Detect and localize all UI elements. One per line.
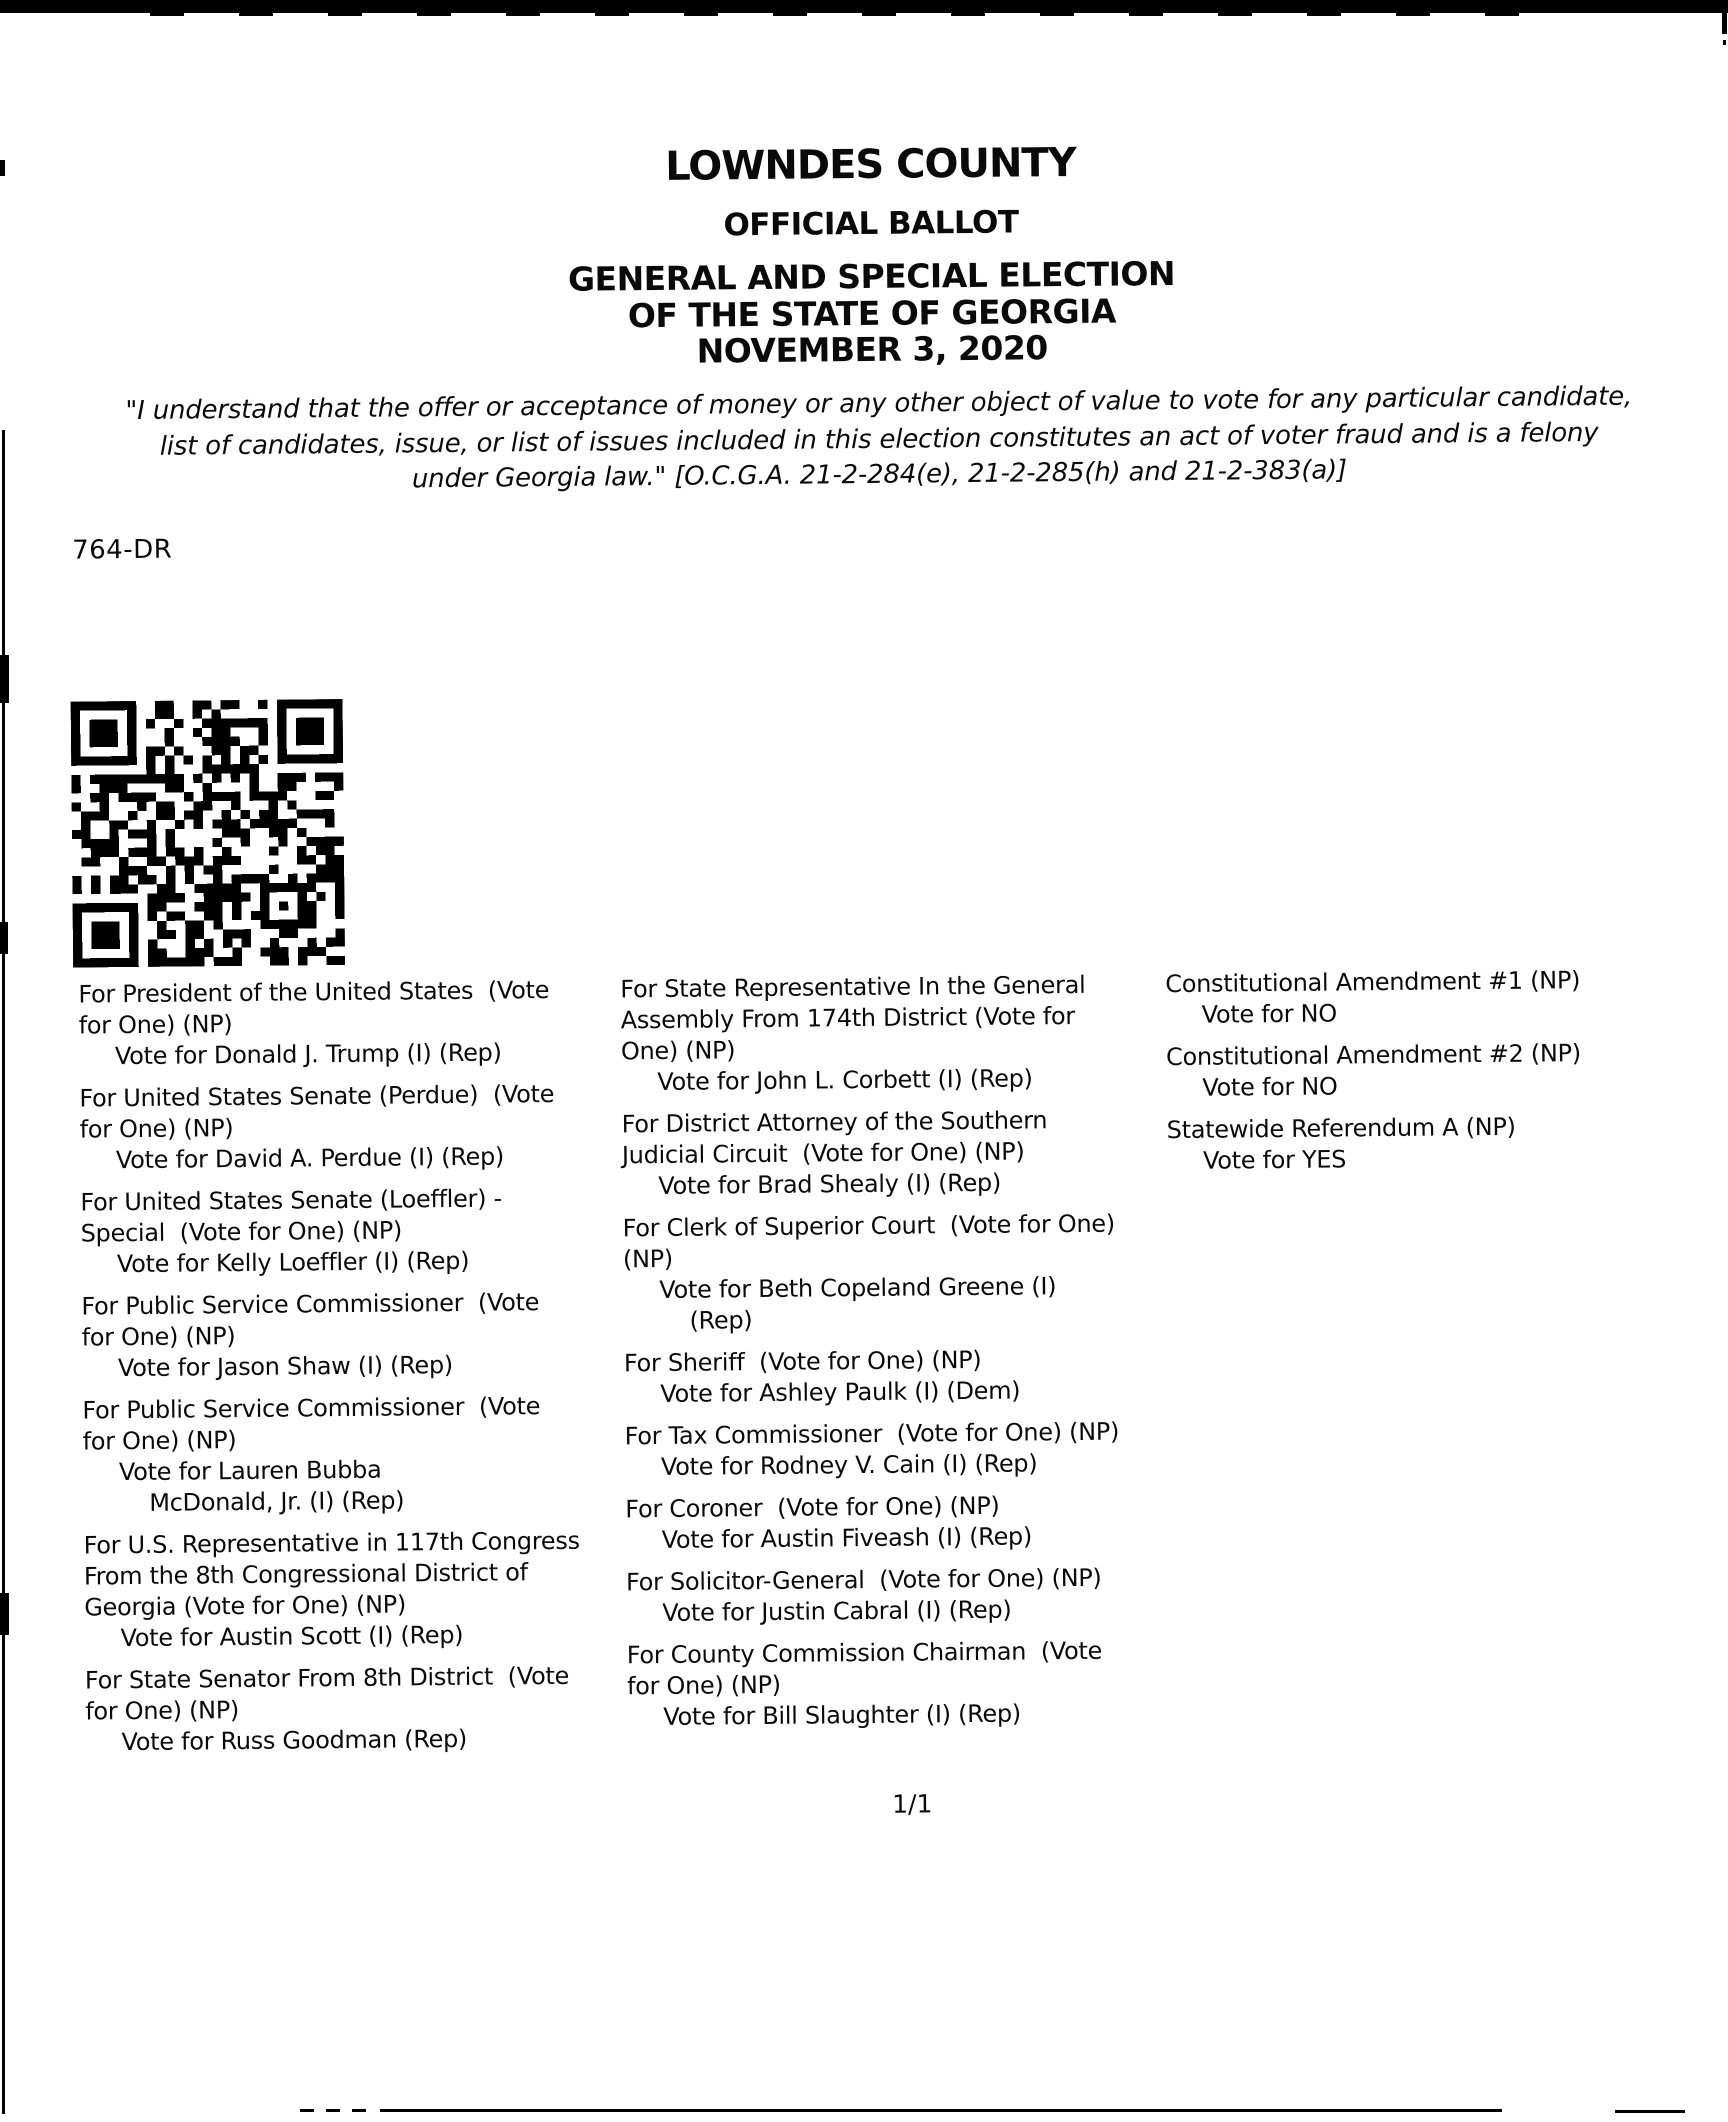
contest-selection: Vote for Austin Fiveash (I) (Rep)	[661, 1522, 1033, 1554]
page-title: LOWNDES COUNTY	[664, 139, 1076, 190]
contest-selection: Vote for Russ Goodman (Rep)	[121, 1724, 468, 1757]
contest-selection: Vote for Lauren Bubba McDonald, Jr. (I) (Rep)	[118, 1455, 405, 1517]
contest-office: For United States Senate (Perdue) (Vote for One) (NP)	[79, 1079, 555, 1144]
contest-selection: Vote for John L. Corbett (I) (Rep)	[657, 1064, 1033, 1096]
contest	[625, 1489, 1171, 1556]
contest-selection: Vote for Beth Copeland Greene (I) (Rep)	[659, 1272, 1057, 1335]
contest-office: Constitutional Amendment #2 (NP)	[1165, 1039, 1581, 1072]
contest-office: For Coroner (Vote for One) (NP)	[625, 1491, 1000, 1524]
contest-selection: Vote for Jason Shaw (I) (Rep)	[117, 1350, 454, 1383]
contest	[82, 1390, 628, 1519]
ballot-header	[6, 134, 1728, 377]
scan-artifact-bottom-line-right	[1615, 2110, 1685, 2113]
contest	[625, 1416, 1171, 1483]
contest	[79, 1078, 625, 1176]
contest-office: For County Commission Chairman (Vote for One) (NP)	[626, 1636, 1103, 1701]
contest	[627, 1635, 1173, 1733]
contest-selection: Vote for Ashley Paulk (I) (Dem)	[660, 1376, 1021, 1408]
contest	[1167, 1110, 1713, 1177]
contest	[623, 1208, 1169, 1337]
contest-office: For U.S. Representative in 117th Congress From the 8th Congressional District of Georgia (Vote for One) (NP)	[83, 1526, 580, 1622]
contest-selection: Vote for Brad Shealy (I) (Rep)	[658, 1168, 1002, 1200]
scan-artifact-top-right-mark	[1722, 0, 1727, 34]
contest-selection: Vote for Rodney V. Cain (I) (Rep)	[660, 1449, 1038, 1481]
contest-office: For Tax Commissioner (Vote for One) (NP)	[624, 1417, 1120, 1451]
ballot-column-2	[620, 969, 1172, 1744]
contest-selection: Vote for David A. Perdue (I) (Rep)	[115, 1142, 505, 1175]
contest-selection: Vote for Bill Slaughter (I) (Rep)	[663, 1699, 1022, 1731]
contest-selection: Vote for NO	[1201, 999, 1337, 1029]
contest	[620, 969, 1166, 1098]
contest	[1165, 964, 1711, 1031]
contest	[81, 1286, 627, 1384]
contest	[85, 1660, 631, 1758]
contest	[84, 1525, 630, 1654]
qr-code	[71, 699, 346, 968]
election-title: GENERAL AND SPECIAL ELECTION OF THE STATE OF GEORGIA NOVEMBER 3, 2020	[567, 253, 1176, 371]
page-number: 1/1	[892, 1789, 933, 1819]
ballot-column-3	[1165, 964, 1712, 1188]
contest-office: For Clerk of Superior Court (Vote for One) (NP)	[622, 1209, 1115, 1274]
contest	[624, 1343, 1170, 1410]
contest-selection: Vote for NO	[1202, 1072, 1338, 1102]
contest	[78, 974, 624, 1072]
contest-selection: Vote for Kelly Loeffler (I) (Rep)	[116, 1246, 470, 1279]
contest-office: For Public Service Commissioner (Vote for One) (NP)	[82, 1392, 541, 1456]
contest-office: Statewide Referendum A (NP)	[1166, 1112, 1516, 1145]
contest	[80, 1182, 626, 1280]
contest-selection: Vote for YES	[1202, 1145, 1347, 1175]
contest-office: For State Representative In the General Assembly From 174th District (Vote for One) (NP)	[620, 970, 1086, 1066]
contest	[622, 1104, 1168, 1202]
contest-office: For Sheriff (Vote for One) (NP)	[623, 1345, 982, 1378]
ballot-column-1	[78, 974, 631, 1769]
contest-office: For District Attorney of the Southern Judicial Circuit (Vote for One) (NP)	[621, 1106, 1048, 1170]
contest-selection: Vote for Justin Cabral (I) (Rep)	[662, 1595, 1012, 1627]
contest-office: For Public Service Commissioner (Vote for One) (NP)	[81, 1288, 540, 1352]
ballot-style-code: 764-DR	[71, 534, 173, 566]
contest	[1166, 1037, 1712, 1104]
contest-office: For President of the United States (Vote for One) (NP)	[78, 976, 550, 1040]
contest	[626, 1562, 1172, 1629]
contest-selection: Vote for Austin Scott (I) (Rep)	[120, 1620, 464, 1653]
contest-selection: Vote for Donald J. Trump (I) (Rep)	[114, 1038, 502, 1071]
scan-artifact-top-right-dot	[1723, 40, 1726, 45]
contest-office: Constitutional Amendment #1 (NP)	[1165, 966, 1581, 999]
voter-fraud-disclaimer: "I understand that the offer or acceptance of money or any other object of value to vote for any particular candidate, list of candidates, issue, or list of issues included in this election constitutes an act of voter fraud and is a felony under Georgia law." [O.C.G.A. 21-2-284(e), 21-2-285(h) and 21-2-383(a)]	[125, 381, 1633, 495]
contest-office: For State Senator From 8th District (Vote for One) (NP)	[84, 1661, 570, 1726]
ballot-subtitle: OFFICIAL BALLOT	[723, 204, 1019, 244]
contest-office: For United States Senate (Loeffler) - Special (Vote for One) (NP)	[80, 1184, 503, 1248]
contest-office: For Solicitor-General (Vote for One) (NP)	[625, 1563, 1102, 1597]
